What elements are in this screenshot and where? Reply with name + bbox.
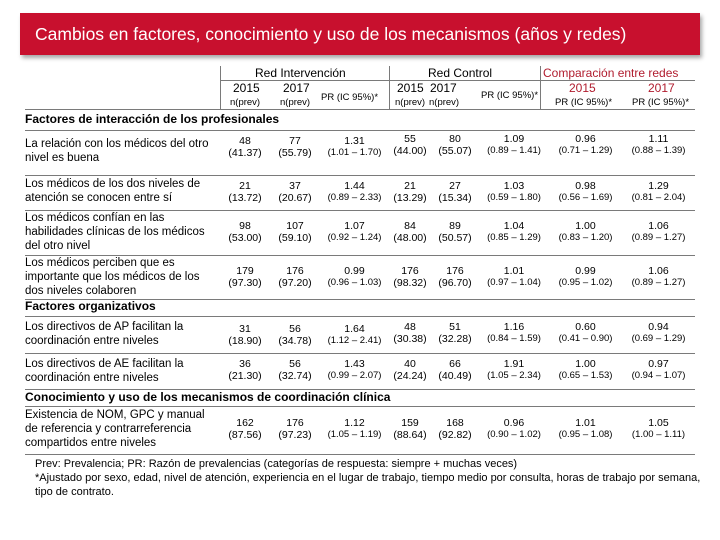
value-n: 21: [404, 180, 416, 192]
cell-control-pr: [479, 220, 549, 244]
value-ci: (1.12 – 2.41): [327, 335, 382, 346]
value-prev: (96.70): [438, 277, 472, 289]
value-n: 40: [404, 358, 416, 370]
cell-control-2017: [431, 265, 479, 289]
cell-control-2015: [389, 321, 431, 345]
value-pr: 0.60: [575, 321, 596, 333]
value-n: 31: [239, 323, 251, 335]
value-ci: (0.96 – 1.03): [327, 277, 382, 288]
value-pr: 0.96: [503, 417, 525, 429]
cell-control-2017: [431, 321, 479, 345]
cell-intervencion-pr: [320, 417, 389, 441]
cell-intervencion-pr: [320, 323, 389, 347]
row-separator: [25, 454, 695, 455]
value-prev: (55.79): [278, 147, 312, 159]
value-ci: (1.00 – 1.11): [631, 429, 686, 440]
row-label: Los médicos confían en las habilidades clínicas de los médicos del otro nivel: [25, 212, 205, 252]
value-ci: (0.65 – 1.53): [558, 370, 613, 381]
row-separator: [25, 130, 695, 131]
value-n: 48: [404, 321, 416, 333]
row-separator: [25, 406, 695, 407]
value-ci: (0.59 – 1.80): [487, 192, 541, 203]
cell-intervencion-2015: [220, 135, 270, 159]
value-ci: (1.05 – 2.34): [487, 370, 541, 381]
value-ci: (0.90 – 1.02): [487, 429, 541, 440]
header-sub-divider: [220, 80, 695, 81]
value-prev: (44.00): [393, 145, 427, 157]
value-n: 176: [401, 265, 419, 277]
value-pr: 1.01: [575, 417, 596, 429]
value-ci: (0.89 – 1.27): [631, 277, 686, 288]
cell-control-2015: [389, 358, 431, 382]
cell-intervencion-2017: [270, 417, 320, 441]
cell-comparacion-2017: [622, 358, 695, 382]
row-separator: [25, 316, 695, 317]
cell-intervencion-2017: [270, 358, 320, 382]
value-prev: (88.64): [393, 429, 427, 441]
value-ci: (0.92 – 1.24): [327, 232, 382, 243]
cell-control-2017: [431, 220, 479, 244]
cell-comparacion-2015: [549, 133, 622, 157]
header-comparacion: Comparación entre redes: [543, 66, 679, 80]
header-control-nprev-2015: n(prev): [395, 97, 426, 108]
value-prev: (13.72): [228, 192, 262, 204]
value-ci: (0.95 – 1.02): [558, 277, 613, 288]
row-separator: [25, 353, 695, 354]
value-n: 77: [289, 135, 301, 147]
value-n: 168: [446, 417, 464, 429]
cell-comparacion-2017: [622, 180, 695, 204]
value-ci: (0.71 – 1.29): [558, 145, 613, 156]
header-intervencion-nprev-2015: n(prev): [230, 97, 261, 108]
value-n: 27: [449, 180, 461, 192]
value-ci: (0.89 – 1.41): [487, 145, 541, 156]
header-intervencion-pr: PR (IC 95%)*: [321, 92, 379, 103]
cell-control-2015: [389, 417, 431, 441]
value-n: 159: [401, 417, 419, 429]
cell-control-2015: [389, 220, 431, 244]
cell-control-pr: [479, 265, 549, 289]
cell-comparacion-2017: [622, 417, 695, 441]
cell-intervencion-2015: [220, 358, 270, 382]
value-pr: 0.98: [575, 180, 596, 192]
value-n: 176: [286, 417, 304, 429]
cell-intervencion-pr: [320, 358, 389, 382]
header-intervencion-2015: 2015: [233, 81, 260, 95]
value-prev: (41.37): [228, 147, 262, 159]
value-ci: (1.01 – 1.70): [327, 147, 382, 158]
value-prev: (97.23): [278, 429, 312, 441]
value-prev: (13.29): [393, 192, 427, 204]
row-label: La relación con los médicos del otro nivel es buena: [25, 138, 209, 164]
header-comparacion-2015: 2015: [569, 81, 596, 95]
page-title: Cambios en factores, conocimiento y uso de los mecanismos (años y redes): [35, 24, 627, 44]
value-n: 36: [239, 358, 251, 370]
cell-control-2015: [389, 133, 431, 157]
footnote: [35, 457, 705, 499]
header-comparacion-2017: 2017: [648, 81, 675, 95]
row-label: Existencia de NOM, GPC y manual de referencia y contrarreferencia compartidos entre niveles: [25, 409, 205, 449]
value-n: 162: [236, 417, 254, 429]
cell-intervencion-pr: [320, 180, 389, 204]
cell-control-2017: [431, 358, 479, 382]
value-prev: (53.00): [228, 232, 262, 244]
value-pr: 0.99: [575, 265, 596, 277]
section-heading-conocimiento: Conocimiento y uso de los mecanismos de coordinación clínica: [25, 390, 391, 404]
cell-intervencion-pr: [320, 265, 389, 289]
cell-control-pr: [479, 133, 549, 157]
value-prev: (15.34): [438, 192, 472, 204]
row-separator: [25, 389, 695, 390]
value-prev: (21.30): [228, 370, 262, 382]
value-prev: (97.20): [278, 277, 312, 289]
value-pr: 1.31: [344, 135, 365, 147]
value-ci: (0.89 – 2.33): [327, 192, 382, 203]
value-n: 37: [289, 180, 301, 192]
cell-intervencion-2015: [220, 220, 270, 244]
value-ci: (0.99 – 2.07): [327, 370, 382, 381]
value-prev: (92.82): [438, 429, 472, 441]
value-ci: (0.41 – 0.90): [558, 333, 613, 344]
value-ci: (0.84 – 1.59): [487, 333, 541, 344]
cell-intervencion-2017: [270, 265, 320, 289]
value-ci: (0.85 – 1.29): [487, 232, 541, 243]
value-prev: (48.00): [393, 232, 427, 244]
cell-control-2017: [431, 133, 479, 157]
value-prev: (32.74): [278, 370, 312, 382]
cell-comparacion-2015: [549, 358, 622, 382]
cell-control-pr: [479, 417, 549, 441]
cell-control-2017: [431, 417, 479, 441]
value-prev: (97.30): [228, 277, 262, 289]
header-red-intervencion: Red Intervención: [255, 66, 346, 80]
value-prev: (59.10): [278, 232, 312, 244]
value-pr: 1.16: [503, 321, 525, 333]
row-separator: [25, 175, 695, 176]
value-ci: (0.88 – 1.39): [631, 145, 686, 156]
cell-control-pr: [479, 358, 549, 382]
cell-intervencion-2017: [270, 323, 320, 347]
cell-comparacion-2015: [549, 180, 622, 204]
value-n: 80: [449, 133, 461, 145]
cell-intervencion-pr: [320, 135, 389, 159]
cell-comparacion-2017: [622, 265, 695, 289]
value-pr: 1.29: [648, 180, 669, 192]
cell-comparacion-2015: [549, 265, 622, 289]
cell-intervencion-2015: [220, 265, 270, 289]
cell-intervencion-pr: [320, 220, 389, 244]
header-divider: [25, 109, 695, 110]
value-n: 176: [446, 265, 464, 277]
header-col-divider: [220, 66, 221, 110]
header-col-divider: [389, 66, 390, 110]
value-prev: (87.56): [228, 429, 262, 441]
cell-intervencion-2015: [220, 323, 270, 347]
cell-comparacion-2015: [549, 417, 622, 441]
value-n: 66: [449, 358, 461, 370]
section-heading-interaccion: Factores de interacción de los profesionales: [25, 112, 280, 126]
row-label: Los directivos de AE facilitan la coordinación entre niveles: [25, 358, 184, 384]
value-ci: (0.94 – 1.07): [631, 370, 686, 381]
value-n: 21: [239, 180, 251, 192]
value-pr: 1.01: [503, 265, 525, 277]
row-separator: [25, 299, 695, 300]
value-pr: 1.00: [575, 220, 596, 232]
cell-intervencion-2017: [270, 180, 320, 204]
value-prev: (24.24): [393, 370, 427, 382]
row-label: Los médicos perciben que es importante que los médicos de los dos niveles colaboren: [25, 257, 200, 297]
value-prev: (18.90): [228, 335, 262, 347]
cell-intervencion-2015: [220, 180, 270, 204]
cell-control-pr: [479, 180, 549, 204]
value-pr: 0.99: [344, 265, 365, 277]
footnote-abbreviations: Prev: Prevalencia; PR: Razón de prevalencias (categorías de respuesta: siempre + muchas veces): [35, 458, 518, 470]
value-ci: (0.56 – 1.69): [558, 192, 613, 203]
cell-intervencion-2015: [220, 417, 270, 441]
value-ci: (0.89 – 1.27): [631, 232, 686, 243]
value-ci: (0.83 – 1.20): [558, 232, 613, 243]
value-n: 48: [239, 135, 251, 147]
value-prev: (32.28): [438, 333, 472, 345]
value-pr: 1.43: [344, 358, 365, 370]
value-pr: 1.64: [344, 323, 365, 335]
value-n: 98: [239, 220, 251, 232]
header-comparacion-pr-2017: PR (IC 95%)*: [632, 97, 690, 108]
cell-control-pr: [479, 321, 549, 345]
header-control-pr: PR (IC 95%)*: [481, 90, 539, 101]
row-label: Los directivos de AP facilitan la coordinación entre niveles: [25, 321, 184, 347]
value-ci: (1.05 – 1.19): [327, 429, 382, 440]
header-control-nprev-2017: n(prev): [429, 97, 460, 108]
cell-control-2015: [389, 265, 431, 289]
value-pr: 1.12: [344, 417, 365, 429]
value-prev: (20.67): [278, 192, 312, 204]
value-pr: 0.96: [575, 133, 596, 145]
value-prev: (55.07): [438, 145, 472, 157]
value-n: 56: [289, 358, 301, 370]
value-ci: (0.97 – 1.04): [487, 277, 541, 288]
cell-comparacion-2017: [622, 220, 695, 244]
value-n: 179: [236, 265, 254, 277]
value-n: 107: [286, 220, 304, 232]
value-pr: 0.97: [648, 358, 669, 370]
cell-comparacion-2015: [549, 321, 622, 345]
value-n: 84: [404, 220, 416, 232]
value-pr: 1.04: [503, 220, 525, 232]
value-pr: 1.09: [503, 133, 525, 145]
title-banner: [20, 13, 700, 55]
cell-control-2015: [389, 180, 431, 204]
cell-intervencion-2017: [270, 220, 320, 244]
cell-comparacion-2017: [622, 133, 695, 157]
value-pr: 1.07: [344, 220, 365, 232]
value-prev: (34.78): [278, 335, 312, 347]
value-n: 56: [289, 323, 301, 335]
value-prev: (40.49): [438, 370, 472, 382]
value-pr: 1.06: [648, 220, 669, 232]
value-prev: (30.38): [393, 333, 427, 345]
value-n: 89: [449, 220, 461, 232]
value-ci: (0.69 – 1.29): [631, 333, 686, 344]
value-pr: 0.94: [648, 321, 669, 333]
cell-comparacion-2015: [549, 220, 622, 244]
header-control-2017: 2017: [430, 81, 457, 95]
value-pr: 1.11: [648, 133, 669, 145]
value-ci: (0.81 – 2.04): [631, 192, 686, 203]
value-prev: (98.32): [393, 277, 427, 289]
value-n: 55: [404, 133, 416, 145]
value-pr: 1.06: [648, 265, 669, 277]
value-n: 51: [449, 321, 461, 333]
value-pr: 1.91: [503, 358, 525, 370]
row-label: Los médicos de los dos niveles de atención se conocen entre sí: [25, 178, 201, 204]
header-comparacion-pr-2015: PR (IC 95%)*: [555, 97, 613, 108]
header-red-control: Red Control: [428, 66, 493, 80]
value-ci: (0.95 – 1.08): [558, 429, 613, 440]
value-pr: 1.03: [503, 180, 525, 192]
value-pr: 1.44: [344, 180, 365, 192]
header-intervencion-2017: 2017: [283, 81, 310, 95]
cell-control-2017: [431, 180, 479, 204]
footnote-adjustment: *Ajustado por sexo, edad, nivel de atención, experiencia en el lugar de trabajo, tiempo medio por consulta, horas de trabajo por semana, tipo de contrato.: [35, 472, 701, 498]
header-col-divider: [540, 66, 541, 110]
section-heading-organizativos: Factores organizativos: [25, 299, 156, 313]
value-prev: (50.57): [438, 232, 472, 244]
value-n: 176: [286, 265, 304, 277]
value-pr: 1.05: [648, 417, 669, 429]
header-intervencion-nprev-2017: n(prev): [280, 97, 311, 108]
value-pr: 1.00: [575, 358, 596, 370]
header-control-2015: 2015: [397, 81, 424, 95]
cell-intervencion-2017: [270, 135, 320, 159]
cell-comparacion-2017: [622, 321, 695, 345]
